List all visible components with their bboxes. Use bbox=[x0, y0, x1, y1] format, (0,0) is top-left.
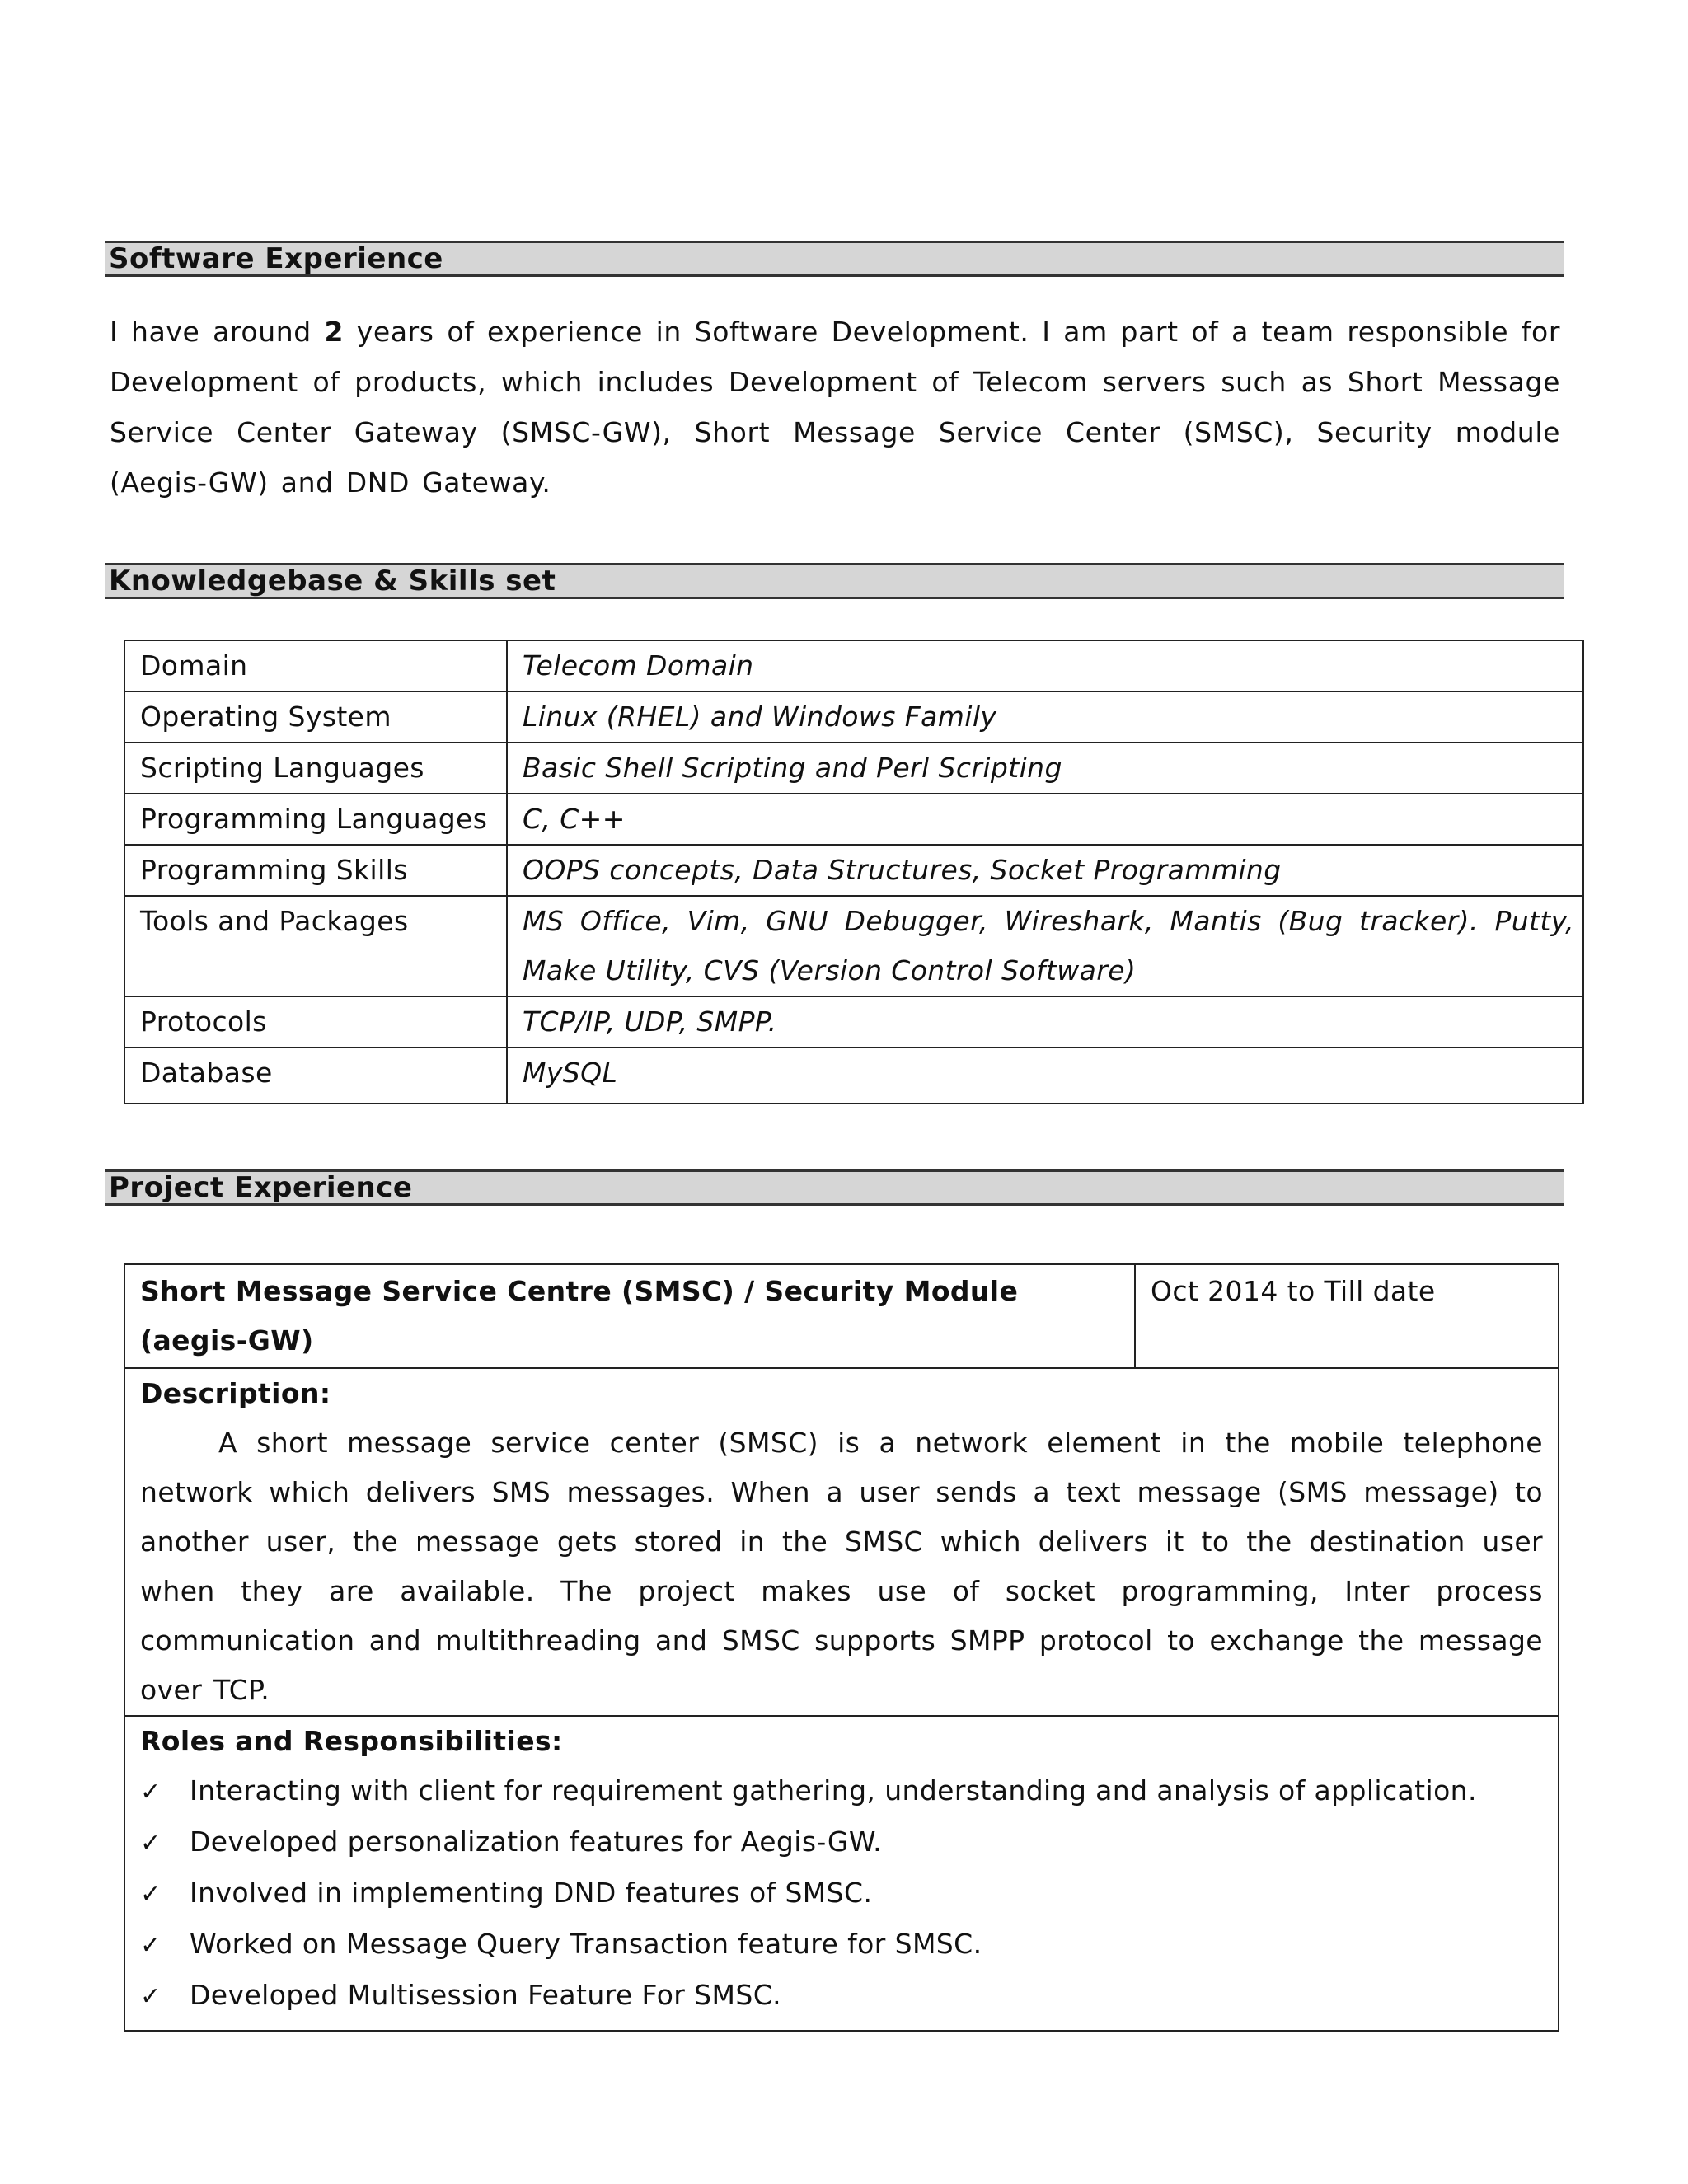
check-icon: ✓ bbox=[140, 1982, 162, 2011]
skill-value: OOPS concepts, Data Structures, Socket Programming bbox=[507, 845, 1583, 896]
skill-key: Domain bbox=[124, 640, 507, 691]
experience-years: 2 bbox=[324, 316, 345, 348]
skill-value: TCP/IP, UDP, SMPP. bbox=[507, 996, 1583, 1047]
list-item bbox=[140, 1868, 1543, 1919]
role-text: Interacting with client for requirement gathering, understanding and analysis of application. bbox=[190, 1774, 1477, 1807]
roles-label: Roles and Responsibilities: bbox=[140, 1725, 563, 1757]
check-icon: ✓ bbox=[140, 1829, 162, 1858]
project-roles-cell bbox=[124, 1716, 1559, 2031]
skills-heading: Knowledgebase & Skills set bbox=[105, 563, 1564, 599]
project-description-row bbox=[124, 1368, 1559, 1716]
description-text: A short message service center (SMSC) is a network element in the mobile telephone network which delivers SMS messages. When a user sends a text message (SMS message) to another user, the message gets stored in the SMSC which delivers it to the destination user when they are available. The project makes use of socket programming, Inter process communication and multithreading and SMSC supports SMPP protocol to exchange the message over TCP. bbox=[140, 1427, 1543, 1706]
skills-row bbox=[124, 691, 1583, 743]
list-item bbox=[140, 1817, 1543, 1868]
skill-value: MS Office, Vim, GNU Debugger, Wireshark, Mantis (Bug tracker). Putty, Make Utility, CVS (Version Control Software) bbox=[507, 896, 1583, 996]
skills-table bbox=[124, 640, 1584, 1104]
skill-value: C, C++ bbox=[507, 794, 1583, 845]
skill-key: Protocols bbox=[124, 996, 507, 1047]
skill-value: Basic Shell Scripting and Perl Scripting bbox=[507, 743, 1583, 794]
skill-value: MySQL bbox=[507, 1047, 1583, 1104]
role-text: Involved in implementing DND features of SMSC. bbox=[190, 1877, 873, 1909]
role-text: Developed personalization features for Aegis-GW. bbox=[190, 1825, 883, 1858]
software-experience-paragraph bbox=[110, 307, 1560, 508]
list-item bbox=[140, 1766, 1543, 1817]
skill-key: Operating System bbox=[124, 691, 507, 743]
skill-value: Telecom Domain bbox=[507, 640, 1583, 691]
roles-list bbox=[140, 1766, 1543, 2022]
project-header-row bbox=[124, 1264, 1559, 1368]
skills-row bbox=[124, 1047, 1583, 1104]
project-table bbox=[124, 1263, 1559, 2032]
skills-row bbox=[124, 640, 1583, 691]
list-item bbox=[140, 1919, 1543, 1971]
project-date: Oct 2014 to Till date bbox=[1135, 1264, 1559, 1368]
check-icon: ✓ bbox=[140, 1931, 162, 1960]
project-roles-row bbox=[124, 1716, 1559, 2031]
experience-text-start: I have around bbox=[110, 316, 325, 348]
skills-row bbox=[124, 794, 1583, 845]
list-item bbox=[140, 1971, 1543, 2022]
skill-key: Programming Languages bbox=[124, 794, 507, 845]
skills-row bbox=[124, 996, 1583, 1047]
skill-key: Scripting Languages bbox=[124, 743, 507, 794]
description-label: Description: bbox=[140, 1377, 331, 1409]
project-title: Short Message Service Centre (SMSC) / Security Module (aegis-GW) bbox=[124, 1264, 1135, 1368]
role-text: Worked on Message Query Transaction feature for SMSC. bbox=[190, 1928, 982, 1960]
skill-value: Linux (RHEL) and Windows Family bbox=[507, 691, 1583, 743]
project-experience-heading: Project Experience bbox=[105, 1169, 1564, 1206]
skill-key: Database bbox=[124, 1047, 507, 1104]
experience-text-rest: years of experience in Software Development. I am part of a team responsible for Development of products, which includes Development of Telecom servers such as Short Message Service Center Gateway (SMSC-GW), Short Message Service Center (SMSC), Security module (Aegis-GW) and DND Gateway. bbox=[110, 316, 1561, 499]
check-icon: ✓ bbox=[140, 1880, 162, 1909]
role-text: Developed Multisession Feature For SMSC. bbox=[190, 1979, 782, 2011]
software-experience-heading: Software Experience bbox=[105, 241, 1564, 277]
check-icon: ✓ bbox=[140, 1778, 162, 1807]
skill-key: Programming Skills bbox=[124, 845, 507, 896]
skills-row bbox=[124, 743, 1583, 794]
skills-row bbox=[124, 896, 1583, 996]
skill-key: Tools and Packages bbox=[124, 896, 507, 996]
project-description-cell bbox=[124, 1368, 1559, 1716]
skills-row bbox=[124, 845, 1583, 896]
